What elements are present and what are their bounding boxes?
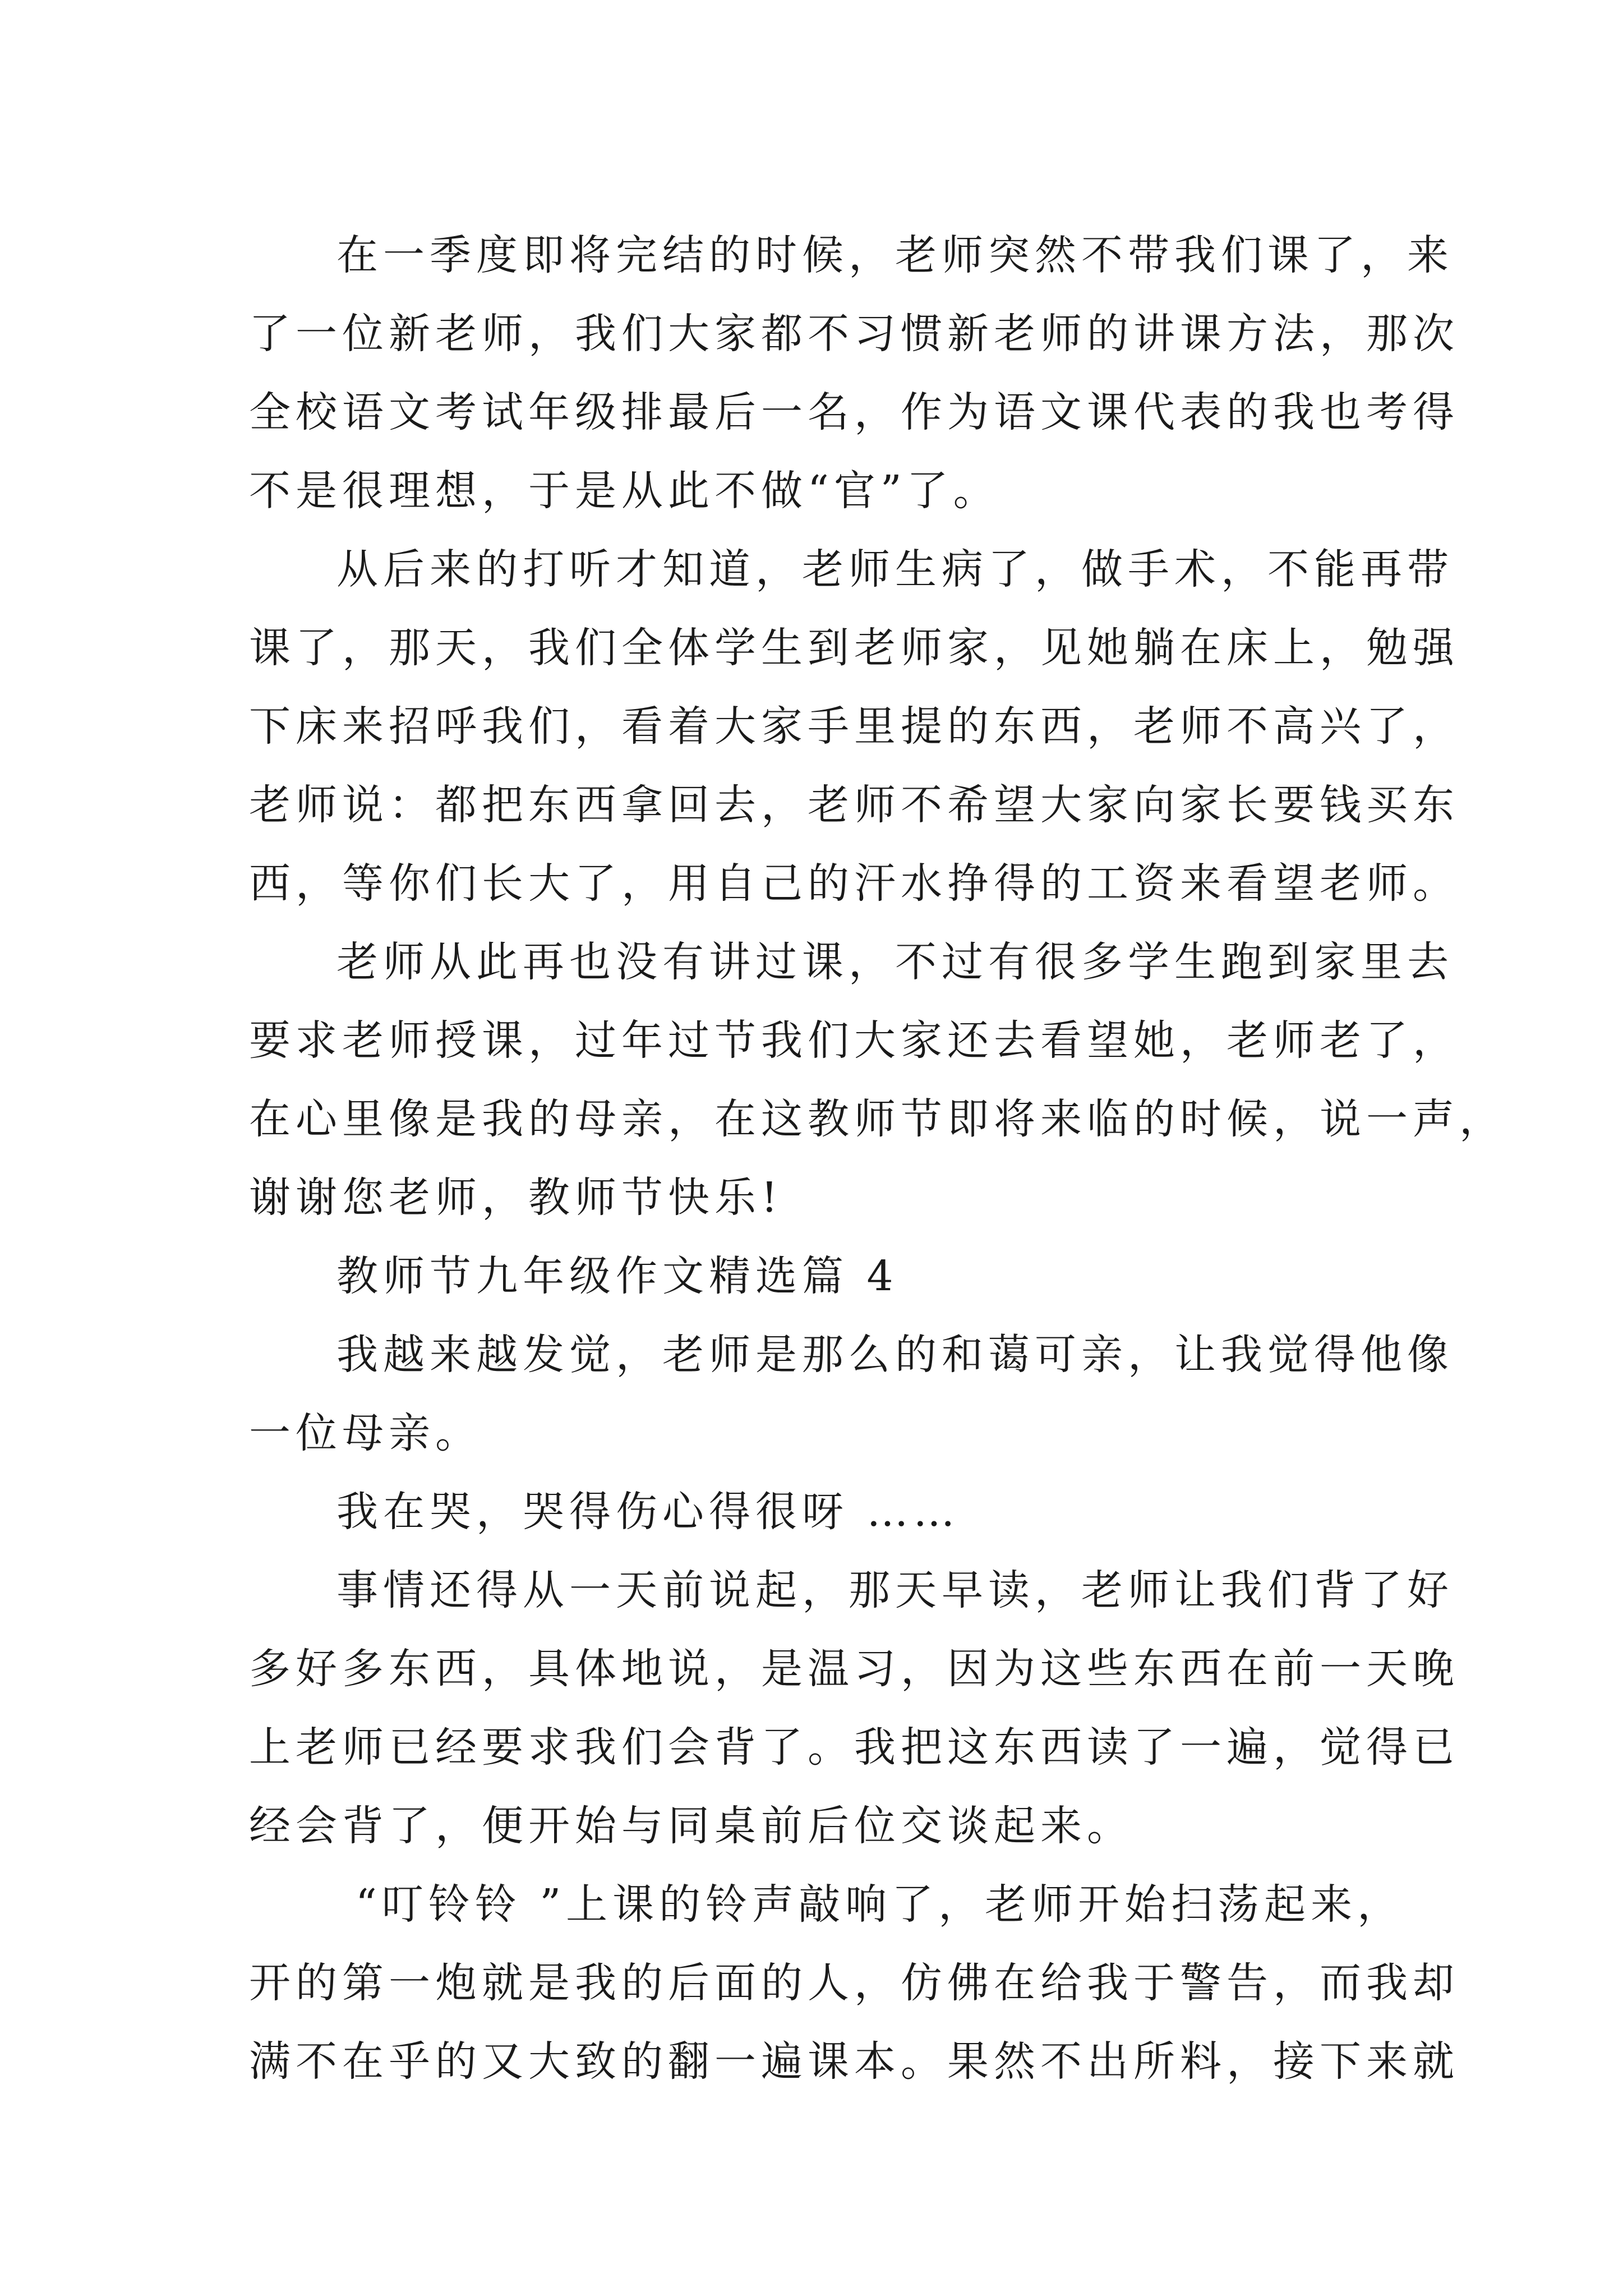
paragraph-line: 老师从此再也没有讲过课，不过有很多学生跑到家里去: [336, 938, 1454, 986]
paragraph-line: 我在哭，哭得伤心得很呀 ……: [336, 1488, 960, 1536]
paragraph-line: 我越来越发觉，老师是那么的和蔼可亲，让我觉得他像: [336, 1331, 1454, 1379]
paragraph-line: 满不在乎的又大致的翻一遍课本。果然不出所料，接下来就: [249, 2037, 1459, 2086]
paragraph-line: 开的第一炮就是我的后面的人，仿佛在给我于警告，而我却: [249, 1959, 1459, 2007]
paragraph-line: 要求老师授课，过年过节我们大家还去看望她，老师老了，: [249, 1016, 1459, 1065]
paragraph-line: 事情还得从一天前说起，那天早读，老师让我们背了好: [336, 1566, 1454, 1614]
paragraph-line: 上老师已经要求我们会背了。我把这东西读了一遍，觉得已: [249, 1723, 1459, 1772]
paragraph-line: 课了，那天，我们全体学生到老师家，见她躺在床上，勉强: [249, 624, 1459, 672]
paragraph-line: 经会背了，便开始与同桌前后位交谈起来。: [249, 1802, 1133, 1850]
paragraph-line: 一位母亲。: [249, 1409, 482, 1457]
paragraph-line: 不是很理想，于是从此不做“官”了。: [249, 467, 1000, 515]
paragraph-line: 多好多东西，具体地说，是温习，因为这些东西在前一天晚: [249, 1645, 1459, 1693]
paragraph-line: 在心里像是我的母亲，在这教师节即将来临的时候，说一声，: [249, 1095, 1506, 1143]
paragraph-line: 老师说：都把东西拿回去，老师不希望大家向家长要钱买东: [249, 781, 1459, 829]
paragraph-line: 了一位新老师，我们大家都不习惯新老师的讲课方法，那次: [249, 310, 1459, 358]
paragraph-line: 全校语文考试年级排最后一名，作为语文课代表的我也考得: [249, 388, 1459, 436]
paragraph-line: 西，等你们长大了，用自己的汗水挣得的工资来看望老师。: [249, 859, 1459, 908]
paragraph-line: 从后来的打听才知道，老师生病了，做手术，不能再带: [336, 545, 1454, 593]
paragraph-line: 谢谢您老师，教师节快乐!: [249, 1174, 783, 1222]
paragraph-line: 在一季度即将完结的时候，老师突然不带我们课了，来: [336, 231, 1454, 279]
section-heading: 教师节九年级作文精选篇 4: [336, 1252, 898, 1300]
paragraph-line: 下床来招呼我们，看着大家手里提的东西，老师不高兴了，: [249, 702, 1459, 751]
paragraph-line: “叮铃铃 ”上课的铃声敲响了，老师开始扫荡起来，: [356, 1880, 1404, 1929]
